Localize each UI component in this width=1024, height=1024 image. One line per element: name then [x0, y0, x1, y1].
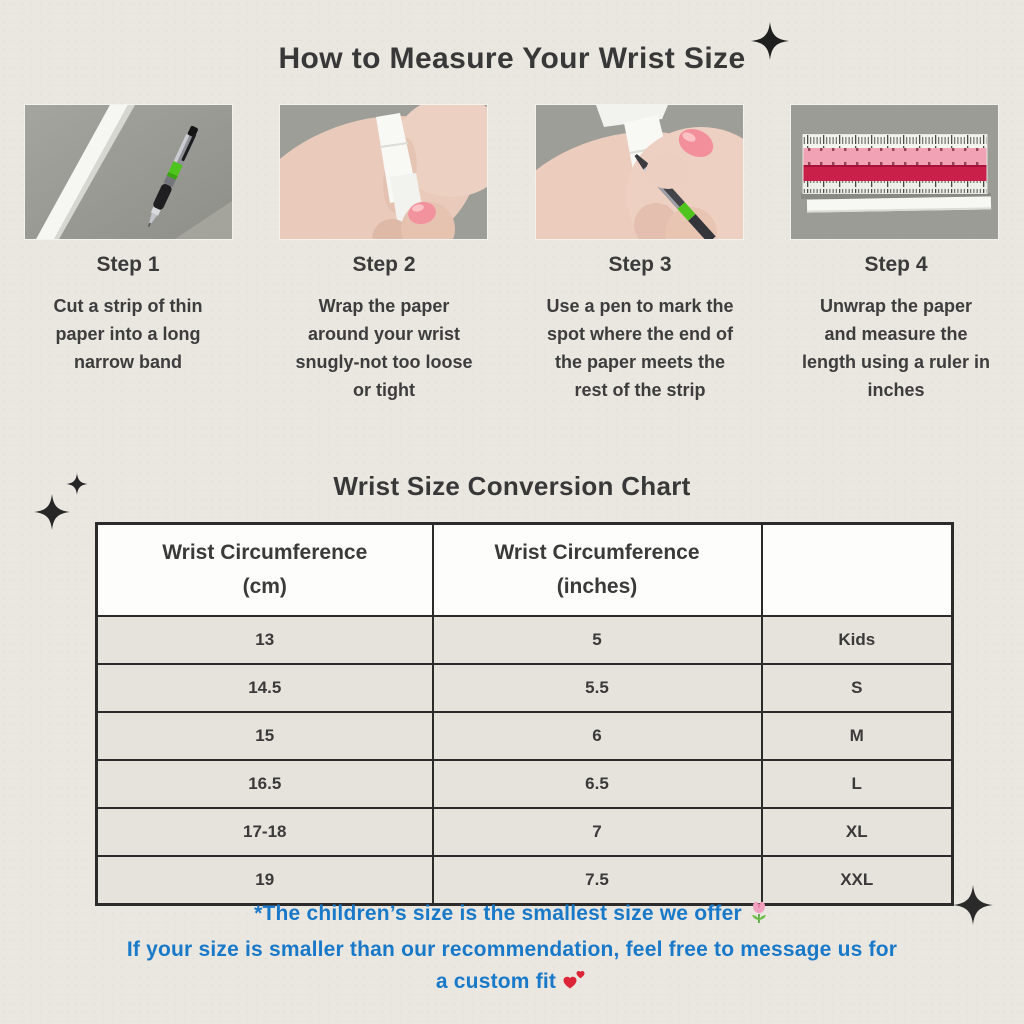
- cm-cell: 19: [97, 856, 433, 905]
- header-row: [97, 524, 953, 617]
- step1-description: Cut a strip of thin paper into a long narrow band: [53, 296, 203, 372]
- table-row: [97, 808, 953, 856]
- footer-line1: [0, 898, 1024, 934]
- step4-description: Unwrap the paper and measure the length using a ruler in inches: [802, 296, 991, 400]
- step2-description: Wrap the paper around your wrist snugly-not too loose or tight: [295, 296, 473, 400]
- step4-photo: [791, 105, 998, 239]
- inches-cell: 7.5: [433, 856, 762, 905]
- step3-photo: [536, 105, 743, 239]
- wrist-size-conversion-table: [95, 522, 954, 906]
- wrist-wrap-scene: [280, 105, 487, 239]
- footer-note: [0, 898, 1024, 1002]
- step3-label: Step 3: [608, 253, 672, 276]
- page-title: How to Measure Your Wrist Size: [278, 42, 746, 75]
- size-cell: Kids: [762, 616, 953, 664]
- size-cell: L: [762, 760, 953, 808]
- header-cm-line2: (cm): [242, 575, 287, 598]
- table-row: [97, 760, 953, 808]
- ruler-scene: [791, 105, 998, 239]
- step-1: [0, 253, 256, 404]
- header-inches: [433, 524, 762, 617]
- table-row: [97, 664, 953, 712]
- inches-cell: 5: [433, 616, 762, 664]
- inches-cell: 5.5: [433, 664, 762, 712]
- footer-line3-text: a custom fit: [435, 970, 557, 993]
- header-inches-line1: Wrist Circumference: [494, 541, 700, 564]
- footer-line2: If your size is smaller than our recommendation, feel free to message us for: [126, 938, 898, 961]
- footer-line3: [0, 966, 1024, 1002]
- step4-label: Step 4: [864, 253, 928, 276]
- paper-and-pencil-scene: [25, 105, 232, 239]
- inches-cell: 7: [433, 808, 762, 856]
- size-cell: XXL: [762, 856, 953, 905]
- cm-cell: 16.5: [97, 760, 433, 808]
- cm-cell: 13: [97, 616, 433, 664]
- conversion-chart-title: Wrist Size Conversion Chart: [333, 471, 691, 501]
- footer-line1-text: *The children’s size is the smallest size we offer: [254, 902, 742, 925]
- step3-description: Use a pen to mark the spot where the end of the paper meets the rest of the strip: [546, 296, 734, 400]
- inches-cell: 6.5: [433, 760, 762, 808]
- table-row: [97, 712, 953, 760]
- step1-label: Step 1: [96, 253, 160, 276]
- header-cm-line1: Wrist Circumference: [162, 541, 368, 564]
- pink-ruler-icon: [803, 135, 987, 194]
- size-cell: M: [762, 712, 953, 760]
- inches-cell: 6: [433, 712, 762, 760]
- steps-row: [0, 253, 1024, 404]
- step-2: [256, 253, 512, 404]
- size-cell: S: [762, 664, 953, 712]
- step2-photo: [280, 105, 487, 239]
- header-cm: [97, 524, 433, 617]
- tulip-icon: [748, 900, 770, 934]
- step-4: [768, 253, 1024, 404]
- cm-cell: 17-18: [97, 808, 433, 856]
- size-cell: XL: [762, 808, 953, 856]
- two-hearts-icon: [562, 968, 588, 1002]
- header-inches-line2: (inches): [556, 575, 638, 598]
- step1-photo: [25, 105, 232, 239]
- cm-cell: 14.5: [97, 664, 433, 712]
- step-3: [512, 253, 768, 404]
- step2-label: Step 2: [352, 253, 416, 276]
- table-row: [97, 616, 953, 664]
- cm-cell: 15: [97, 712, 433, 760]
- pen-marking-scene: [536, 105, 743, 239]
- step-photos-row: [25, 105, 998, 239]
- header-size: [762, 524, 953, 617]
